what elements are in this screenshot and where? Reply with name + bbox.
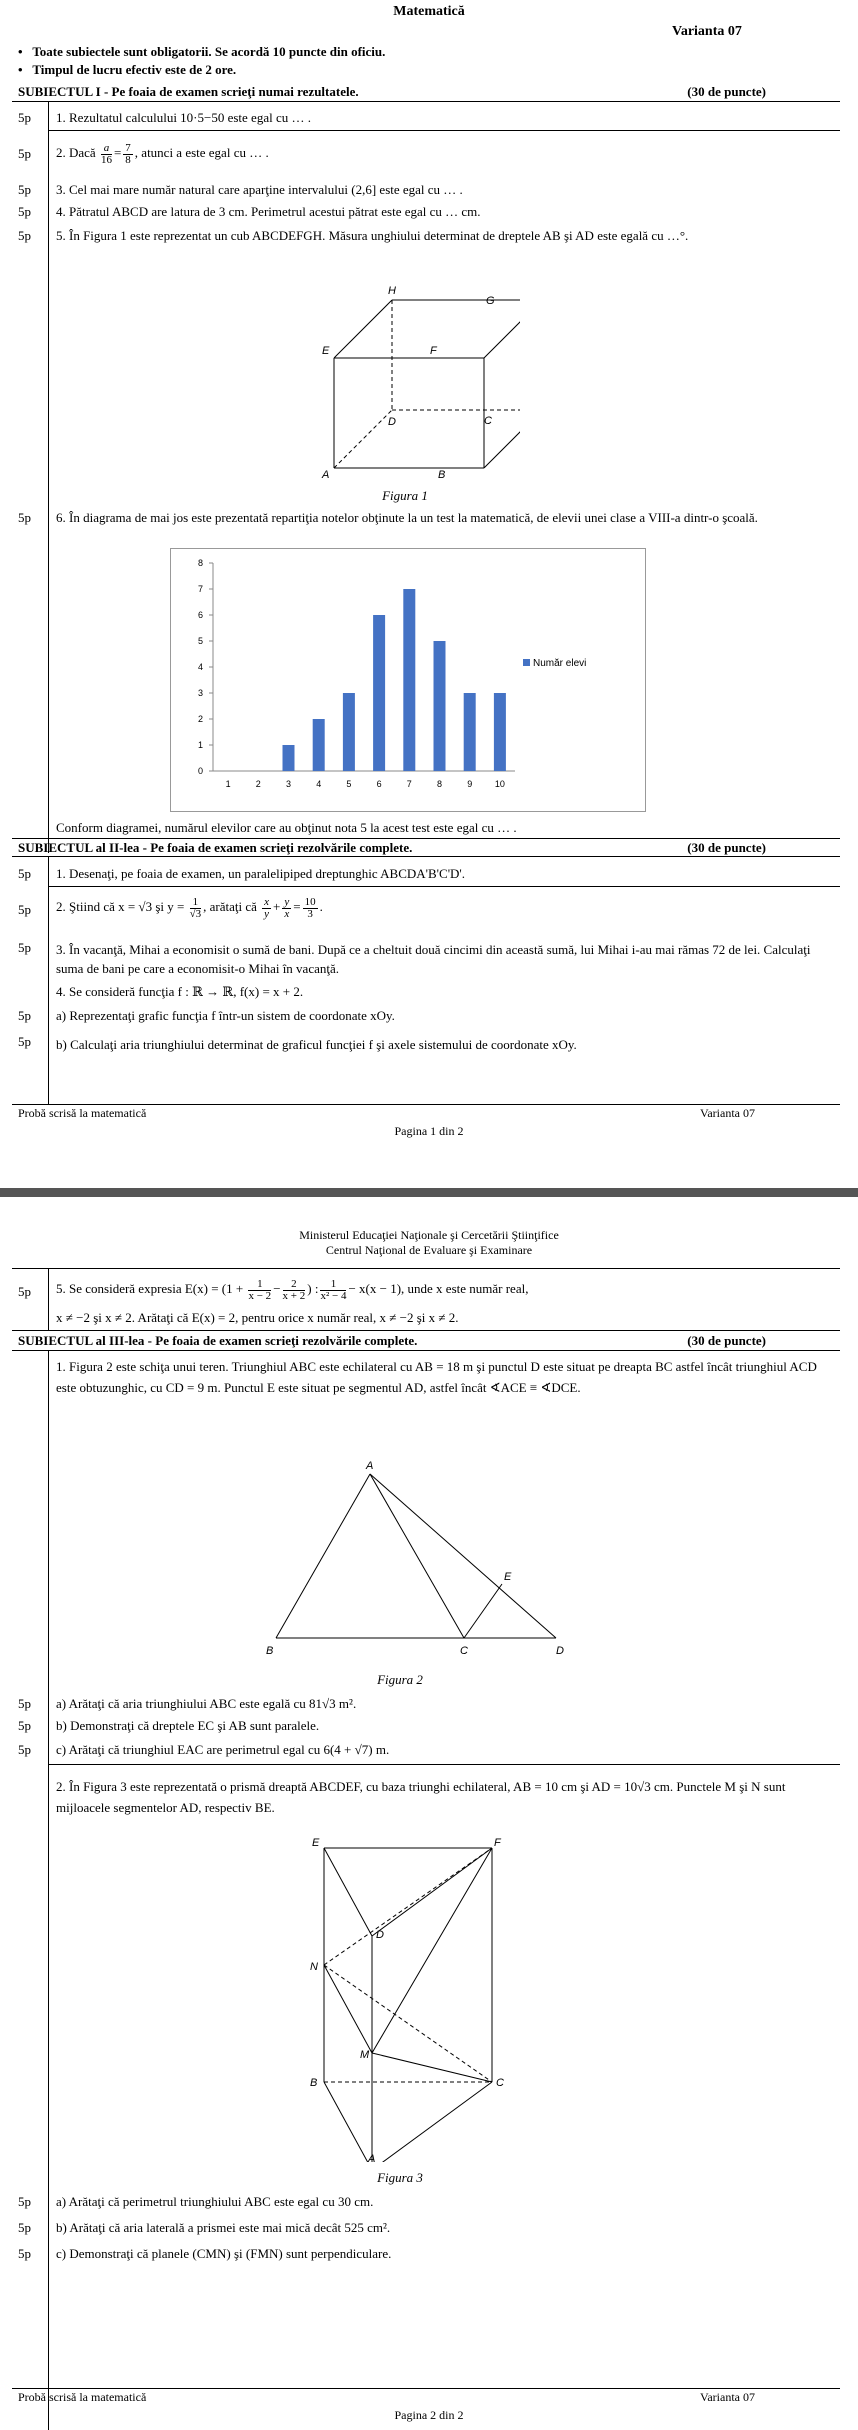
s3-p2c-points: 5p [18, 2246, 31, 2261]
chart-x-tick-label: 6 [376, 779, 382, 789]
fig2-label-e: E [504, 1571, 512, 1583]
figure2-caption: Figura 2 [377, 1672, 423, 1687]
chart-y-tick-label: 8 [197, 558, 203, 568]
chart-y-tick-label: 3 [197, 688, 203, 698]
s2-q4b-points: 5p [18, 1034, 31, 1049]
s3-p2-intro: 2. În Figura 3 este reprezentată o prismă dreaptă ABCDEF, cu baza triunghi echilateral, AB = 10 cm şi AD = 10√3 cm. Punctele M şi N sunt mijloacele segmentelor AD, respectiv BE. [56, 1779, 786, 1815]
cube-label-b: B [438, 469, 446, 481]
cube-label-a: A [322, 469, 330, 481]
page1-footer-left: Probă scrisă la matematică [18, 1106, 147, 1120]
s3-p1b-points: 5p [18, 1718, 31, 1733]
chart-x-tick-label: 8 [436, 779, 443, 789]
page-separator [0, 1188, 858, 1197]
ministry-header: Ministerul Educaţiei Naţionale şi Cercetării Ştiinţifice [299, 1228, 559, 1242]
chart-bar [494, 693, 506, 771]
s2-q5-points: 5p [18, 1284, 31, 1299]
s1-q1-text: 1. Rezultatul calculului 10·5−50 este egal cu … . [56, 110, 311, 125]
subject1-points: (30 de puncte) [687, 84, 766, 99]
s1-q2-points: 5p [18, 146, 31, 161]
variant-label: Varianta 07 [672, 24, 742, 39]
chart-y-tick-label: 4 [197, 662, 203, 672]
s3-p1b-text: b) Demonstraţi că dreptele EC şi AB sunt paralele. [56, 1718, 320, 1733]
s1-q3-text: 3. Cel mai mare număr natural care aparţine intervalului (2,6] este egal cu … . [56, 182, 463, 197]
s2-q5-line1: 5. Se consideră expresia E(x) = (1 + $\frac{1}{x - 2}$ − $\frac{2}{x + 2}$ ) : $\frac{1}{\text{x² − 4}}$ − x(x − 1), unde x este număr real, [56, 1277, 529, 1302]
s3-p2b-text: b) Arătaţi că aria laterală a prismei este mai mică decât 525 cm². [56, 2220, 391, 2235]
figure1-caption: Figura 1 [382, 488, 428, 503]
fig2-label-c: C [460, 1645, 468, 1657]
s3-p2c-text: c) Demonstraţi că planele (CMN) şi (FMN) sunt perpendiculare. [56, 2246, 392, 2261]
fig3-label-e: E [312, 1837, 320, 1849]
page2-footer-left: Probă scrisă la matematică [18, 2390, 147, 2404]
chart-y-tick-label: 7 [197, 584, 203, 594]
page1-footer-right: Varianta 07 [700, 1106, 755, 1120]
center-header: Centrul Naţional de Evaluare şi Examinare [325, 1243, 533, 1257]
s2-q4b-text: b) Calculaţi aria triunghiului determinat de graficul funcţiei f şi axele sistemului de coordonate xOy. [56, 1037, 577, 1052]
chart-x-tick-label: 5 [346, 779, 352, 789]
rule-2: • Timpul de lucru efectiv este de 2 ore. [18, 62, 237, 77]
chart-bar [373, 615, 385, 771]
fig2-label-d: D [556, 1645, 564, 1657]
fig3-label-m: M [360, 2049, 370, 2061]
s1-q3-points: 5p [18, 182, 31, 197]
s1-q5-text: 5. În Figura 1 este reprezentat un cub ABCDEFGH. Măsura unghiului determinat de dreptele AB şi AD este egală cu …°. [56, 228, 689, 243]
subject2-points: (30 de puncte) [687, 840, 766, 855]
grades-bar-chart [170, 548, 646, 812]
s3-p2a-text: a) Arătaţi că perimetrul triunghiului ABC este egal cu 30 cm. [56, 2194, 374, 2209]
s2-q4a-points: 5p [18, 1008, 31, 1023]
chart-bar [403, 589, 415, 771]
cube-label-g: G [486, 295, 495, 307]
chart-y-tick-label: 2 [197, 714, 203, 724]
page2-number: Pagina 2 din 2 [394, 2408, 464, 2422]
chart-x-tick-label: 2 [255, 779, 261, 789]
chart-x-tick-label: 10 [494, 779, 505, 789]
cube-label-f: F [430, 345, 437, 357]
chart-y-tick-label: 6 [197, 610, 203, 620]
page1-number: Pagina 1 din 2 [394, 1124, 464, 1138]
s2-q3-text: 3. În vacanţă, Mihai a economisit o sumă de bani. După ce a cheltuit două cincimi din această sumă, lui Mihai i-au mai rămas 72 de lei. Calculaţi suma de bani pe care a economisit-o Mihai în vacanţă. [56, 942, 811, 976]
rule-1: • Toate subiectele sunt obligatorii. Se acordă 10 puncte din oficiu. [18, 44, 386, 59]
figure1-cube [300, 282, 520, 482]
s1-q2-text: 2. Dacă $\frac{a}{16}$ = $\frac{7}{8}$ , atunci a este egal cu … . [56, 141, 269, 166]
chart-legend-swatch [523, 659, 530, 666]
s2-q3-points: 5p [18, 940, 31, 955]
chart-note: Conform diagramei, numărul elevilor care au obţinut nota 5 la acest test este egal cu … . [56, 820, 517, 835]
s3-p1-intro: 1. Figura 2 este schiţa unui teren. Triunghiul ABC este echilateral cu AB = 18 m şi punctul D este situat pe dreapta BC astfel încât triunghiul ACD este obtuzunghic, cu CD = 9 m. Punctul E este situat pe segmentul AD, astfel încât ∢ACE ≡ ∢DCE. [56, 1359, 817, 1395]
page2-footer-right: Varianta 07 [700, 2390, 755, 2404]
chart-bar [343, 693, 355, 771]
fig3-label-c: C [496, 2077, 504, 2089]
s3-p2b-points: 5p [18, 2220, 31, 2235]
s2-q1-text: 1. Desenaţi, pe foaia de examen, un paralelipiped dreptunghic ABCDA'B'C'D'. [56, 866, 466, 881]
s3-p1a-points: 5p [18, 1696, 31, 1711]
s1-q5-points: 5p [18, 228, 31, 243]
s2-q2-text: 2. Ştiind că x = √3 şi y = $\frac{1}{√3}$ , arătaţi că $\frac{x}{y}$ + $\frac{y}{x}$ = $\frac{10}{3}$ . [56, 895, 323, 920]
chart-bar [313, 719, 325, 771]
fig3-label-n: N [310, 1961, 318, 1973]
chart-y-tick-label: 0 [197, 766, 203, 776]
cube-label-h: H [388, 285, 396, 297]
fig2-label-b: B [266, 1645, 274, 1657]
s2-q4a-text: a) Reprezentaţi grafic funcţia f într-un sistem de coordonate xOy. [56, 1008, 395, 1023]
s2-q4-text: 4. Se consideră funcţia f : ℝ → ℝ, f(x) = x + 2. [56, 984, 304, 999]
figure2-triangle [260, 1458, 580, 1678]
fig2-label-a: A [366, 1460, 374, 1472]
cube-label-e: E [322, 345, 330, 357]
figure3-prism [300, 1832, 530, 2162]
subject2-title: SUBIECTUL al II-lea - Pe foaia de examen scrieţi rezolvările complete. [18, 840, 413, 855]
s1-q4-points: 5p [18, 204, 31, 219]
s2-q5-line2: x ≠ −2 şi x ≠ 2. Arătaţi că E(x) = 2, pentru orice x număr real, x ≠ −2 şi x ≠ 2. [56, 1310, 459, 1325]
chart-x-tick-label: 3 [285, 779, 292, 789]
s3-p1a-text: a) Arătaţi că aria triunghiului ABC este egală cu 81√3 m². [56, 1696, 357, 1711]
chart-bar [464, 693, 476, 771]
subject3-points: (30 de puncte) [687, 1333, 766, 1348]
chart-x-tick-label: 4 [316, 779, 322, 789]
s3-p2a-points: 5p [18, 2194, 31, 2209]
subject1-title: SUBIECTUL I - Pe foaia de examen scrieţi numai rezultatele. [18, 84, 359, 99]
s1-q6-points: 5p [18, 510, 31, 525]
fig3-label-b: B [310, 2077, 318, 2089]
chart-bar [434, 641, 446, 771]
chart-bar [283, 745, 295, 771]
s1-q1-points: 5p [18, 110, 31, 125]
figure3-caption: Figura 3 [377, 2170, 423, 2185]
s3-p1c-text: c) Arătaţi că triunghiul EAC are perimetrul egal cu 6(4 + √7) m. [56, 1742, 390, 1757]
chart-x-tick-label: 9 [467, 779, 473, 789]
chart-x-tick-label: 1 [225, 779, 231, 789]
s1-q4-text: 4. Pătratul ABCD are latura de 3 cm. Perimetrul acestui pătrat este egal cu … cm. [56, 204, 481, 219]
chart-legend-label: Număr elevi [533, 658, 587, 669]
s1-q6-text: 6. În diagrama de mai jos este prezentată repartiţia notelor obţinute la un test la matematică, de elevii unei clase a VIII-a dintr-o şcoală. [56, 510, 758, 525]
s2-q1-points: 5p [18, 866, 31, 881]
fig3-label-f: F [494, 1837, 501, 1849]
fig3-label-d: D [376, 1929, 384, 1941]
chart-y-tick-label: 5 [197, 636, 203, 646]
page-title: Matematică [393, 4, 465, 19]
subject3-title: SUBIECTUL al III-lea - Pe foaia de examen scrieţi rezolvările complete. [18, 1333, 418, 1348]
s3-p1c-points: 5p [18, 1742, 31, 1757]
chart-y-tick-label: 1 [197, 740, 203, 750]
cube-label-d: D [388, 416, 396, 428]
s2-q2-points: 5p [18, 902, 31, 917]
cube-label-c: C [484, 415, 492, 427]
fig3-label-a: A [368, 2153, 376, 2162]
chart-x-tick-label: 7 [406, 779, 412, 789]
